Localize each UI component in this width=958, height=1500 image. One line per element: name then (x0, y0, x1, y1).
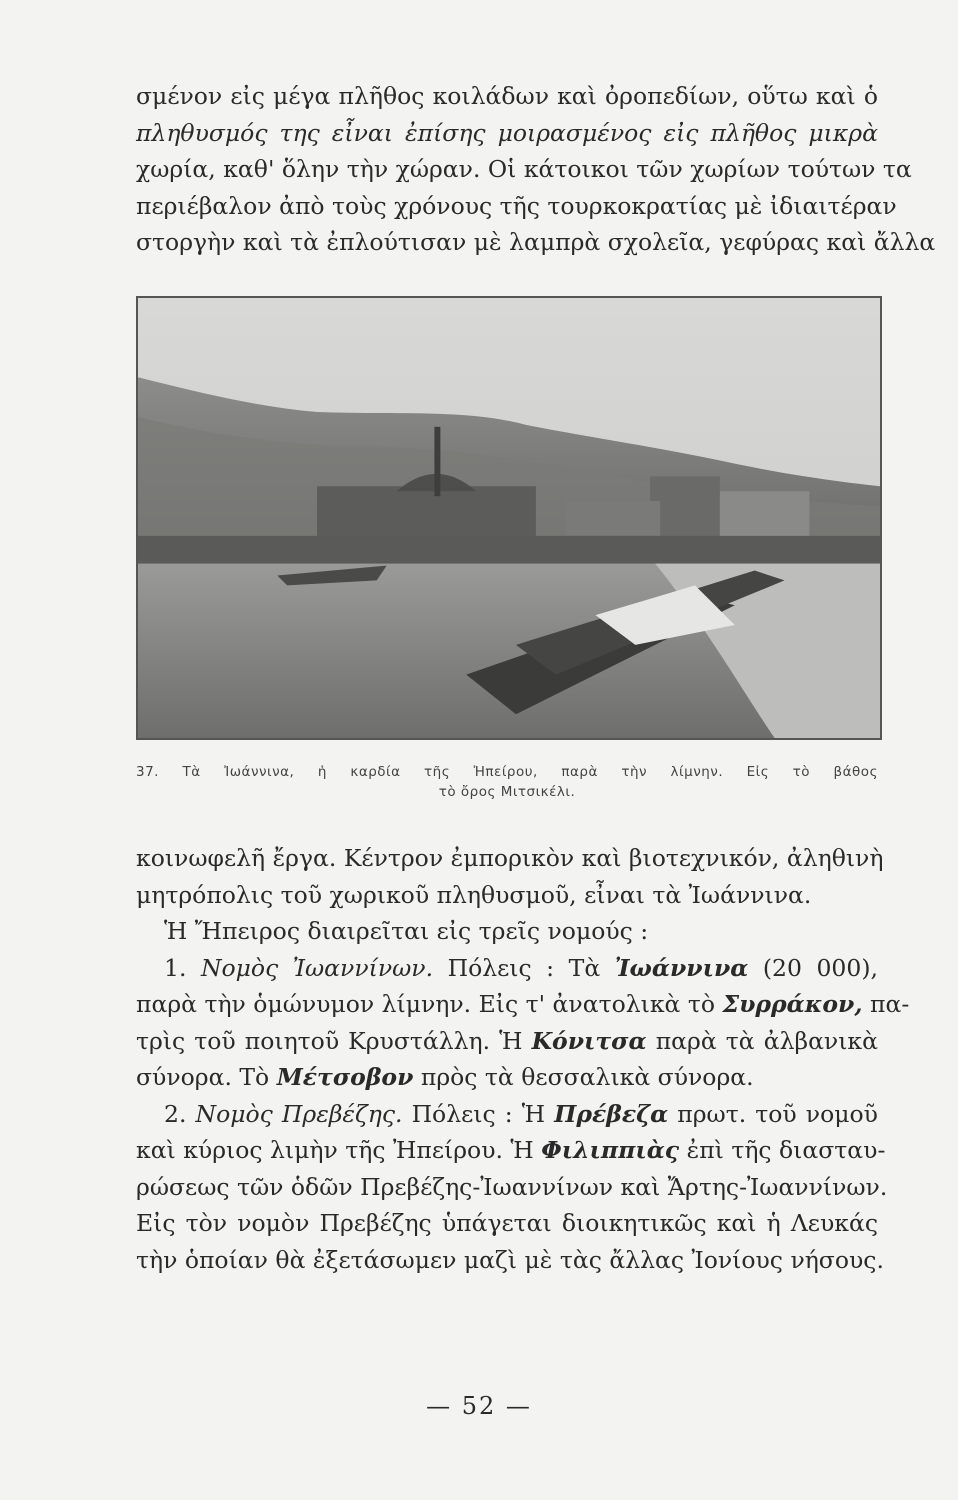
text-span: ἐπὶ τῆς διασταυ- (686, 1136, 886, 1164)
caption-line: 37. Τὰ Ἰωάννινα, ἡ καρδία τῆς Ἠπείρου, παρὰ τὴν λίμνην. Εἰς τὸ βάθος (136, 764, 878, 780)
text-span: Πόλεις : (447, 953, 555, 982)
city-name: Πρέβεζα (554, 1099, 669, 1128)
page-number: — 52 — (426, 1392, 532, 1420)
city-name: Ἰωάννινα (614, 953, 749, 982)
text-line: περιέβαλον ἀπὸ τοὺς χρόνους τῆς τουρκοκρατίας μὲ ἰδιαιτέραν (136, 191, 897, 220)
text-line: Εἰς τὸν νομὸν Πρεβέζης ὑπάγεται διοικητικῶς καὶ ἡ Λευκάς (136, 1209, 878, 1237)
text-span: καὶ κύριος λιμὴν τῆς Ἠπείρου. Ἡ (136, 1136, 534, 1164)
nomos-name: Νομὸς Ἰωαννίνων. (200, 953, 434, 982)
text-span: πρὸς τὰ θεσσαλικὰ σύνορα. (420, 1063, 754, 1091)
text-line (136, 986, 910, 1023)
population: (20 000), (762, 953, 878, 982)
city-name: Συρράκον, (722, 990, 863, 1018)
list-number: 1. (164, 953, 187, 982)
text-span: Πόλεις : Ἡ (411, 1099, 546, 1128)
text-line (136, 1023, 878, 1060)
text-line (136, 1059, 878, 1096)
text-line: χωρία, καθ' ὅλην τὴν χώραν. Οἱ κάτοικοι τῶν χωρίων τούτων τα (136, 155, 912, 183)
nomos-name: Νομὸς Πρεβέζης. (195, 1099, 403, 1128)
text-span: σύνορα. Τὸ (136, 1063, 270, 1091)
text-line: σμένον εἰς μέγα πλῆθος κοιλάδων καὶ ὀροπεδίων, οὕτω καὶ ὁ (136, 82, 878, 110)
city-name: Κόνιτσα (531, 1026, 647, 1055)
text-span: Τὰ (568, 953, 601, 982)
city-name: Μέτσοβον (276, 1063, 414, 1091)
text-span: παρὰ τὴν ὁμώνυμον λίμνην. Εἰς τ' ἀνατολικὰ τὸ (136, 990, 715, 1018)
top-paragraph (136, 78, 936, 261)
text-line: Ἡ Ἤπειρος διαιρεῖται εἰς τρεῖς νομούς : (164, 917, 649, 945)
text-line: πληθυσμός της εἶναι ἐπίσης μοιρασμένος εἰς πλῆθος μικρὰ (136, 118, 878, 147)
text-line: στοργὴν καὶ τὰ ἐπλούτισαν μὲ λαμπρὰ σχολεῖα, γεφύρας καὶ ἄλλα (136, 228, 936, 256)
text-line (136, 950, 878, 987)
text-line: τὴν ὁποίαν θὰ ἐξετάσωμεν μαζὶ μὲ τὰς ἄλλας Ἰονίους νήσους. (136, 1245, 884, 1274)
text-span: πρωτ. τοῦ νομοῦ (677, 1099, 878, 1128)
text-span: πα- (870, 990, 910, 1018)
photo-illustration (138, 298, 880, 738)
text-span: παρὰ τὰ ἀλβανικὰ (655, 1026, 878, 1055)
city-name: Φιλιππιὰς (541, 1136, 680, 1164)
ioannina-photograph (136, 296, 882, 740)
bottom-paragraph (136, 840, 910, 1278)
text-line (136, 1132, 886, 1169)
list-number: 2. (164, 1099, 187, 1128)
text-span: τρὶς τοῦ ποιητοῦ Κρυστάλλη. Ἡ (136, 1026, 523, 1055)
text-line: ρώσεως τῶν ὁδῶν Πρεβέζης-Ἰωαννίνων καὶ Ἄρτης-Ἰωαννίνων. (136, 1172, 888, 1201)
figure-caption (136, 762, 878, 802)
text-line: κοινωφελῆ ἔργα. Κέντρον ἐμπορικὸν καὶ βιοτεχνικόν, ἀληθινὴ (136, 844, 884, 872)
text-line (136, 1096, 878, 1133)
caption-line: τὸ ὄρος Μιτσικέλι. (438, 784, 576, 800)
text-line: μητρόπολις τοῦ χωρικοῦ πληθυσμοῦ, εἶναι τὰ Ἰωάννινα. (136, 880, 812, 909)
